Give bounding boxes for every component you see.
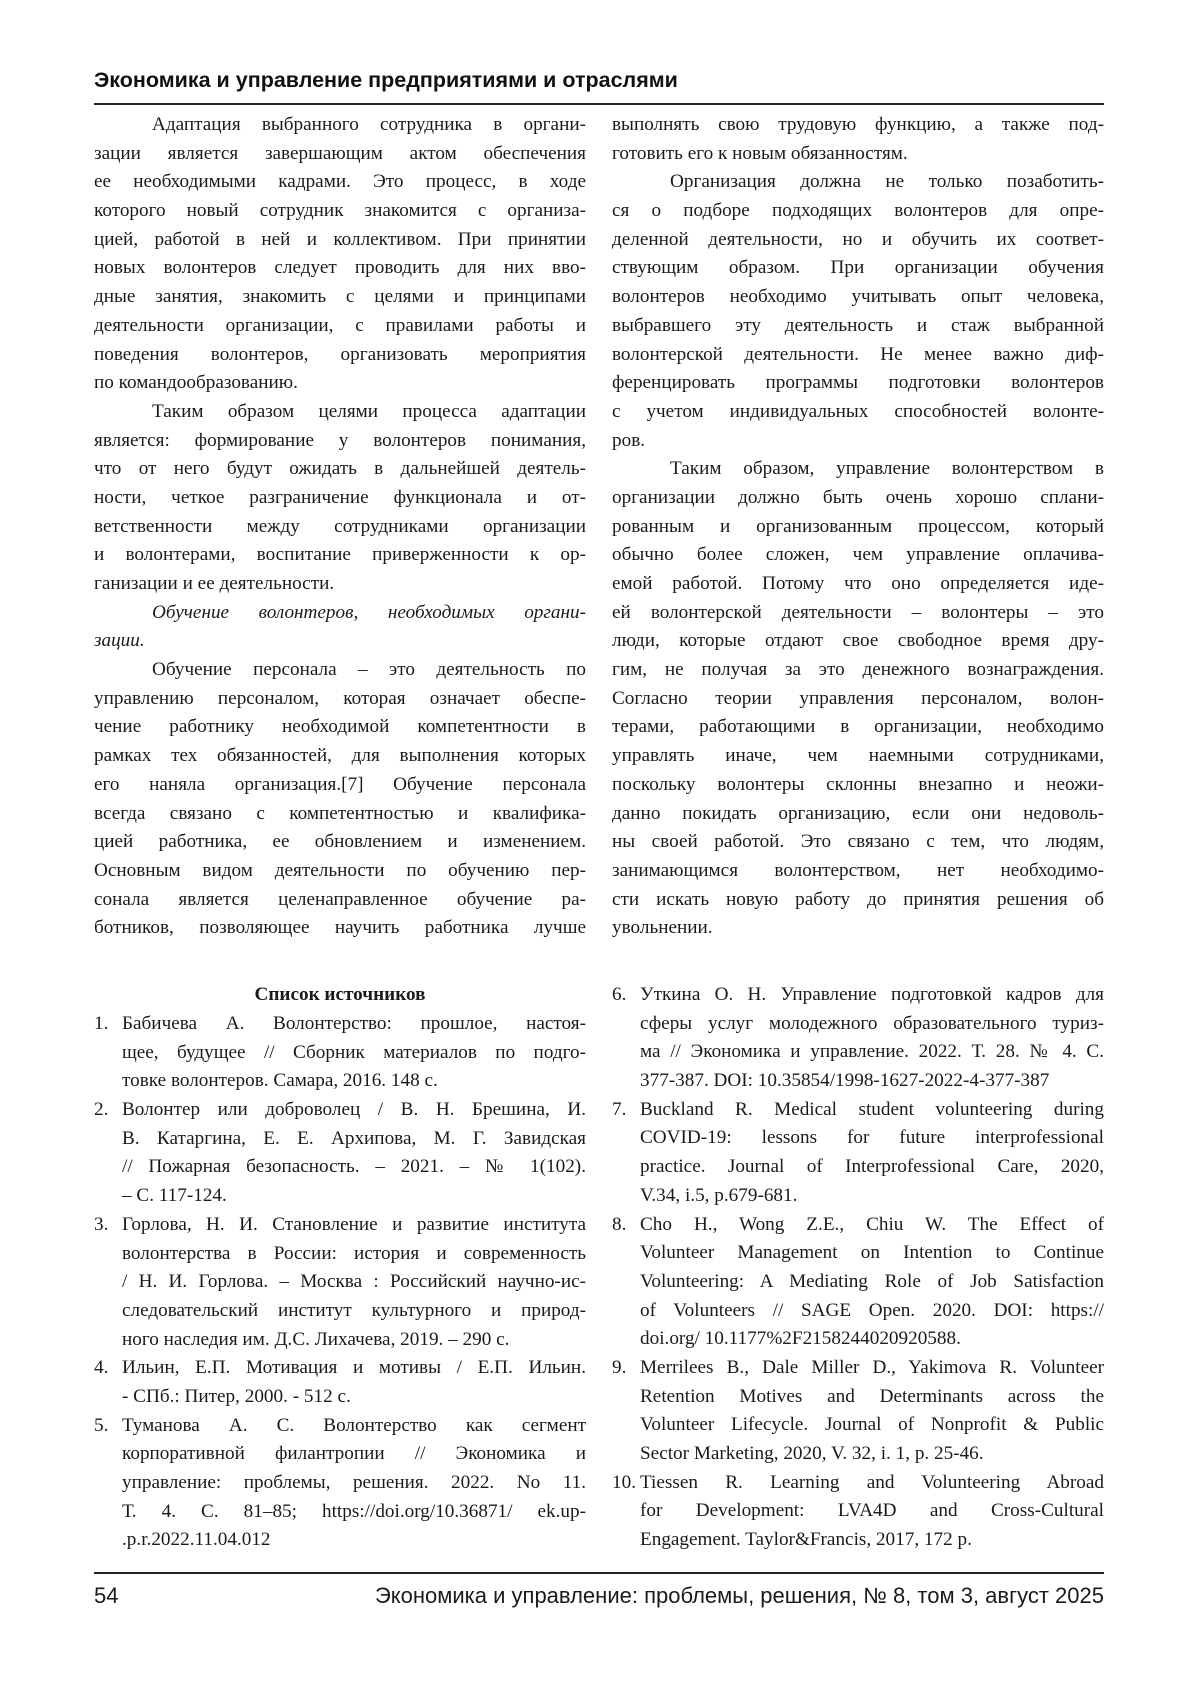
reference-text [122,1354,586,1411]
text-line: Таким образом, управление волонтерством в [670,458,1104,480]
paragraph [612,455,1104,943]
text-line: ботников, позволяющее научить работника лучше [94,917,586,939]
text-line: / Н. И. Горлова. – Москва : Российский научно-ис- [122,1271,586,1293]
body-column-right [612,111,1104,943]
text-line: Горлова, Н. И. Становление и развитие института [122,1213,586,1235]
text-line: рамках тех обязанностей, для выполнения которых [94,745,586,767]
references-list-right [612,981,1104,1555]
text-line: ветственности между сотрудниками организации [94,515,586,537]
reference-text [640,981,1104,1096]
footer-rule [94,1572,1104,1574]
text-line: с учетом индивидуальных способностей волонте- [612,400,1104,422]
reference-number: 5. [94,1414,109,1436]
text-line: ны своей работой. Это связано с тем, что людям, [612,831,1104,853]
text-line: Engagement. Taylor&Francis, 2017, 172 p. [640,1529,972,1551]
text-line: Sector Marketing, 2020, V. 32, i. 1, p. 25-46. [640,1443,984,1464]
reference-text [640,1354,1104,1469]
reference-text [122,1412,586,1555]
text-line: Туманова А. С. Волонтерство как сегмент [122,1414,586,1436]
text-line: является: формирование у волонтеров понимания, [94,429,586,451]
text-line: Основным видом деятельности по обучению пер- [94,859,586,881]
text-line: и волонтерами, воспитание приверженности к ор- [94,544,586,566]
text-line: корпоративной филантропии // Экономика и [122,1443,586,1465]
text-line: Организация должна не только позаботить- [670,171,1104,193]
text-line: ференцировать программы подготовки волонтеров [612,372,1104,394]
text-line: ее необходимыми кадрами. Это процесс, в ходе [94,171,586,193]
text-line: щее, будущее // Сборник материалов по подго- [122,1041,586,1063]
text-line: терами, работающими в организации, необходимо [612,716,1104,738]
reference-item [94,1096,586,1211]
reference-number: 8. [612,1213,627,1235]
reference-item [612,1211,1104,1354]
text-line: дные занятия, знакомить с целями и принципами [94,286,586,308]
text-line: чение работнику необходимой компетентности в [94,716,586,738]
text-line: что от него будут ожидать в дальнейшей деятель- [94,458,586,480]
text-line: practice. Journal of Interprofessional Care, 2020, [640,1156,1104,1178]
text-line: организации должно быть очень хорошо сплани- [612,486,1104,508]
text-line: товке волонтеров. Самара, 2016. 148 с. [122,1070,438,1092]
text-line: ся о подборе подходящих волонтеров для опре- [612,200,1104,222]
text-line: волонтерства в России: история и современность [122,1242,586,1264]
text-line: поведения волонтеров, организовать мероприятия [94,343,586,365]
text-line: doi.org/ 10.1177%2F2158244020920588. [640,1328,961,1350]
text-line: новых волонтеров следует проводить для них вво- [94,257,586,279]
text-line: .p.r.2022.11.04.012 [122,1529,271,1551]
text-line: люди, которые отдают свое свободное время дру- [612,630,1104,652]
text-line: данно покидать организацию, если они недоволь- [612,802,1104,824]
text-line: цией работника, ее обновлением и изменением. [94,831,586,853]
text-line: цией, работой в ней и коллективом. При принятии [94,228,586,250]
reference-text [122,1211,586,1354]
reference-text [640,1211,1104,1354]
reference-item [612,1096,1104,1211]
text-line: ей волонтерской деятельности – волонтеры – это [612,601,1104,623]
reference-item [94,1010,586,1096]
header-rule [94,103,1104,105]
text-line: Волонтер или доброволец / В. Н. Брешина, И. [122,1099,586,1121]
text-line: зации является завершающим актом обеспечения [94,142,586,164]
text-line: управлению персоналом, которая означает обеспе- [94,687,586,709]
text-line: гим, не получая за это денежного вознаграждения. [612,659,1104,681]
text-line: занимающимся волонтерством, нет необходимо- [612,859,1104,881]
text-line: емой работой. Потому что оно определяется иде- [612,573,1104,594]
text-line: сферы услуг молодежного образовательного туриз- [640,1012,1104,1034]
text-line: Merrilees B., Dale Miller D., Yakimova R. Volunteer [640,1356,1104,1378]
reference-number: 9. [612,1356,627,1378]
text-line: сонала является целенаправленное обучение ра- [94,888,586,910]
reference-text [640,1096,1104,1211]
text-line: увольнении. [612,917,713,939]
text-line: Бабичева А. Волонтерство: прошлое, настоя- [122,1013,586,1034]
text-line: волонтеров необходимо учитывать опыт человека, [612,286,1104,308]
text-line: Обучение персонала – это деятельность по [152,659,586,681]
text-line: Volunteer Management on Intention to Continue [640,1242,1104,1264]
text-line: рованным и организованным процессом, который [612,515,1104,537]
text-line: Tiessen R. Learning and Volunteering Abroad [640,1471,1104,1493]
text-line: которого новый сотрудник знакомится с организа- [94,200,586,222]
text-line: Cho H., Wong Z.E., Chiu W. The Effect of [640,1213,1104,1235]
text-line: - СПб.: Питер, 2000. - 512 с. [122,1385,351,1407]
reference-number: 4. [94,1357,109,1379]
reference-item [612,1354,1104,1469]
reference-item [94,1354,586,1411]
text-line: его наняла организация.[7] Обучение персонала [94,773,586,795]
journal-footer: Экономика и управление: проблемы, решения, № 8, том 3, август 2025 [374,1583,1104,1608]
text-line: управление: проблемы, решения. 2022. No 11. [122,1472,586,1493]
text-line: Т. 4. С. 81–85; https://doi.org/10.36871/ ek.up- [122,1500,586,1522]
text-line: волонтерской деятельности. Не менее важно диф- [612,343,1104,365]
reference-text [122,1010,586,1096]
reference-item [94,1412,586,1555]
reference-item [94,1211,586,1354]
references-list-left [94,1010,586,1555]
text-line: Buckland R. Medical student volunteering during [640,1098,1104,1120]
reference-number: 7. [612,1098,627,1120]
text-line: Уткина О. Н. Управление подготовкой кадров для [640,984,1104,1005]
paragraph [612,168,1104,455]
text-line: поскольку волонтеры склонны внезапно и неожи- [612,773,1104,795]
text-line: деятельности организации, с правилами работы и [94,314,586,336]
reference-item [612,981,1104,1096]
text-line: ганизации и ее деятельности. [94,573,335,594]
paragraph [94,398,586,599]
text-line: Ильин, Е.П. Мотивация и мотивы / Е.П. Ильин. [122,1357,586,1379]
reference-number: 6. [612,984,627,1005]
text-line: ного наследия им. Д.С. Лихачева, 2019. – 290 с. [122,1328,510,1350]
text-line: Volunteering: A Mediating Role of Job Satisfaction [640,1270,1104,1292]
running-header: Экономика и управление предприятиями и отраслями [94,68,678,92]
text-line: for Development: LVA4D and Cross-Cultural [640,1500,1104,1522]
subheading [94,599,586,656]
text-line: ности, четкое разграничение функционала и от- [94,486,586,508]
text-line: обычно более сложен, чем управление оплачива- [612,544,1104,566]
text-line: следовательский институт культурного и природ- [122,1299,586,1321]
text-line: В. Катаргина, Е. Е. Архипова, М. Г. Завидская [122,1127,586,1149]
text-line: – С. 117-124. [122,1185,227,1207]
text-line: Retention Motives and Determinants across the [640,1385,1104,1407]
text-line: по командообразованию. [94,372,298,394]
text-line: 377-387. DOI: 10.35854/1998-1627-2022-4-377-387 [640,1070,1050,1092]
text-line: // Пожарная безопасность. – 2021. – № 1(102). [122,1156,586,1178]
text-line: Таким образом целями процесса адаптации [152,400,586,422]
body-column-left [94,111,586,943]
references-heading: Список источников [254,984,426,1005]
text-line: готовить его к новым обязанностям. [612,142,908,164]
reference-number: 2. [94,1099,109,1121]
page-number: 54 [94,1583,119,1608]
text-line: ров. [612,429,646,451]
text-line: Обучение волонтеров, необходимых органи- [152,601,586,623]
paragraph [94,656,586,943]
text-line: зации. [94,630,145,652]
paragraph [612,111,1104,168]
text-line: сти искать новую работу до принятия решения об [612,888,1104,910]
paragraph [94,111,586,398]
text-line: Volunteer Lifecycle. Journal of Nonprofit & Public [640,1414,1104,1436]
text-line: ствующим образом. При организации обучения [612,257,1104,279]
text-line: выполнять свою трудовую функцию, а также под- [612,114,1104,135]
reference-number: 10. [612,1471,636,1493]
text-line: управлять иначе, чем наемными сотрудниками, [612,745,1104,767]
text-line: выбравшего эту деятельность и стаж выбранной [612,314,1104,336]
reference-text [122,1096,586,1211]
reference-item [612,1469,1104,1555]
text-line: всегда связано с компетентностью и квалифика- [94,802,586,824]
text-line: Адаптация выбранного сотрудника в органи- [152,114,586,135]
text-line: V.34, i.5, p.679-681. [640,1184,798,1206]
text-line: of Volunteers // SAGE Open. 2020. DOI: https:// [640,1299,1104,1321]
text-line: деленной деятельности, но и обучить их соответ- [612,228,1104,250]
reference-number: 1. [94,1013,109,1034]
reference-number: 3. [94,1213,109,1235]
text-line: Согласно теории управления персоналом, волон- [612,687,1104,709]
reference-text [640,1469,1104,1555]
text-line: COVID-19: lessons for future interprofessional [640,1127,1104,1149]
text-line: ма // Экономика и управление. 2022. Т. 28. № 4. С. [640,1041,1104,1063]
